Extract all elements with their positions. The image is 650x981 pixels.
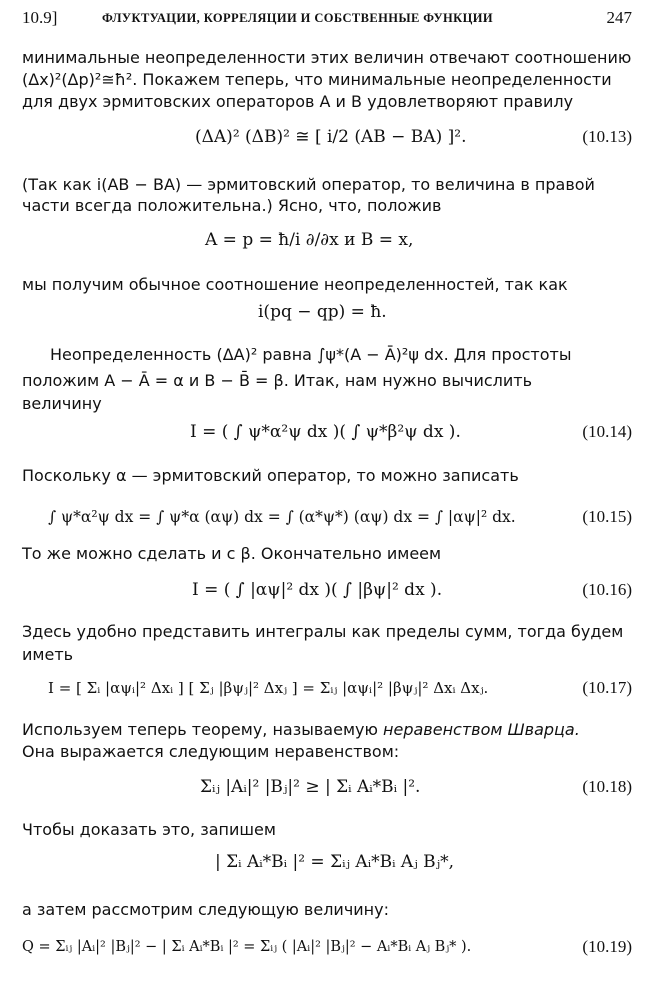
text-line: Неопределенность (ΔA)² равна ∫ψ*(A − Ā)²ψ dx. Для простоты [50,345,572,364]
equation-number: (10.15) [582,507,632,526]
text-line: положим A − Ā = α и B − B̄ = β. Итак, нам нужно вычислить [22,371,533,390]
text-line: части всегда положительна.) Ясно, что, положив [22,196,442,215]
chapter-title: ФЛУКТУАЦИИ, КОРРЕЛЯЦИИ И СОБСТВЕННЫЕ ФУНКЦИИ [102,11,493,25]
emphasis-term: неравенством Шварца. [383,720,580,739]
equation-10-16: I = ( ∫ |αψ|² dx )( ∫ |βψ|² dx ). [192,580,443,600]
equation-proof: | Σᵢ Aᵢ*Bᵢ |² = Σᵢⱼ Aᵢ*Bᵢ Aⱼ Bⱼ*, [215,852,454,872]
text-line [22,720,580,740]
text-line: Здесь удобно представить интегралы как пределы сумм, тогда будем [22,622,624,641]
equation-10-15: ∫ ψ*α²ψ dx = ∫ ψ*α (αψ) dx = ∫ (α*ψ*) (αψ) dx = ∫ |αψ|² dx. [48,508,516,526]
equation-number: (10.19) [582,937,632,956]
text-line: Поскольку α — эрмитовский оператор, то можно записать [22,466,519,485]
page-number: 247 [606,8,632,27]
text-line: а затем рассмотрим следующую величину: [22,900,389,919]
equation-number: (10.14) [582,422,632,441]
section-number: 10.9] [22,8,58,27]
equation-10-18: Σᵢⱼ |Aᵢ|² |Bⱼ|² ≥ | Σᵢ Aᵢ*Bᵢ |². [200,777,421,797]
text-line: иметь [22,645,74,664]
equation-number: (10.18) [582,777,632,796]
equation-number: (10.16) [582,580,632,599]
running-header [22,8,632,30]
text-line: Она выражается следующим неравенством: [22,742,400,761]
text-span: Используем теперь теорему, называемую [22,720,384,739]
equation-10-14: I = ( ∫ ψ*α²ψ dx )( ∫ ψ*β²ψ dx ). [190,422,461,442]
text-line: для двух эрмитовских операторов A и B удовлетворяют правилу [22,92,574,111]
text-line: (Δx)²(Δp)²≅ħ². Покажем теперь, что минимальные неопределенности [22,70,612,89]
text-line: минимальные неопределенности этих величин отвечают соотношению [22,48,632,67]
equation-10-19: Q = Σᵢⱼ |Aᵢ|² |Bⱼ|² − | Σᵢ Aᵢ*Bᵢ |² = Σᵢⱼ ( |Aᵢ|² |Bⱼ|² − Aᵢ*Bᵢ Aⱼ Bⱼ* ). [22,939,472,955]
text-line: мы получим обычное соотношение неопределенностей, так как [22,275,568,294]
equation-number: (10.17) [582,678,632,697]
equation-10-13: (ΔA)² (ΔB)² ≅ [ i/2 (AB − BA) ]². [195,127,467,147]
equation-commutator: i(pq − qp) = ħ. [258,302,387,322]
text-line: величину [22,394,102,413]
text-line: (Так как i(AB − BA) — эрмитовский оператор, то величина в правой [22,175,595,194]
equation-10-17: I = [ Σᵢ |αψᵢ|² Δxᵢ ] [ Σⱼ |βψⱼ|² Δxⱼ ] = Σᵢⱼ |αψᵢ|² |βψⱼ|² Δxᵢ Δxⱼ. [48,679,489,697]
equation-operators: A = p = ħ/i ∂/∂x и B = x, [205,230,414,250]
text-line: То же можно сделать и с β. Окончательно имеем [22,544,442,563]
text-line: Чтобы доказать это, запишем [22,820,276,839]
equation-number: (10.13) [582,127,632,146]
